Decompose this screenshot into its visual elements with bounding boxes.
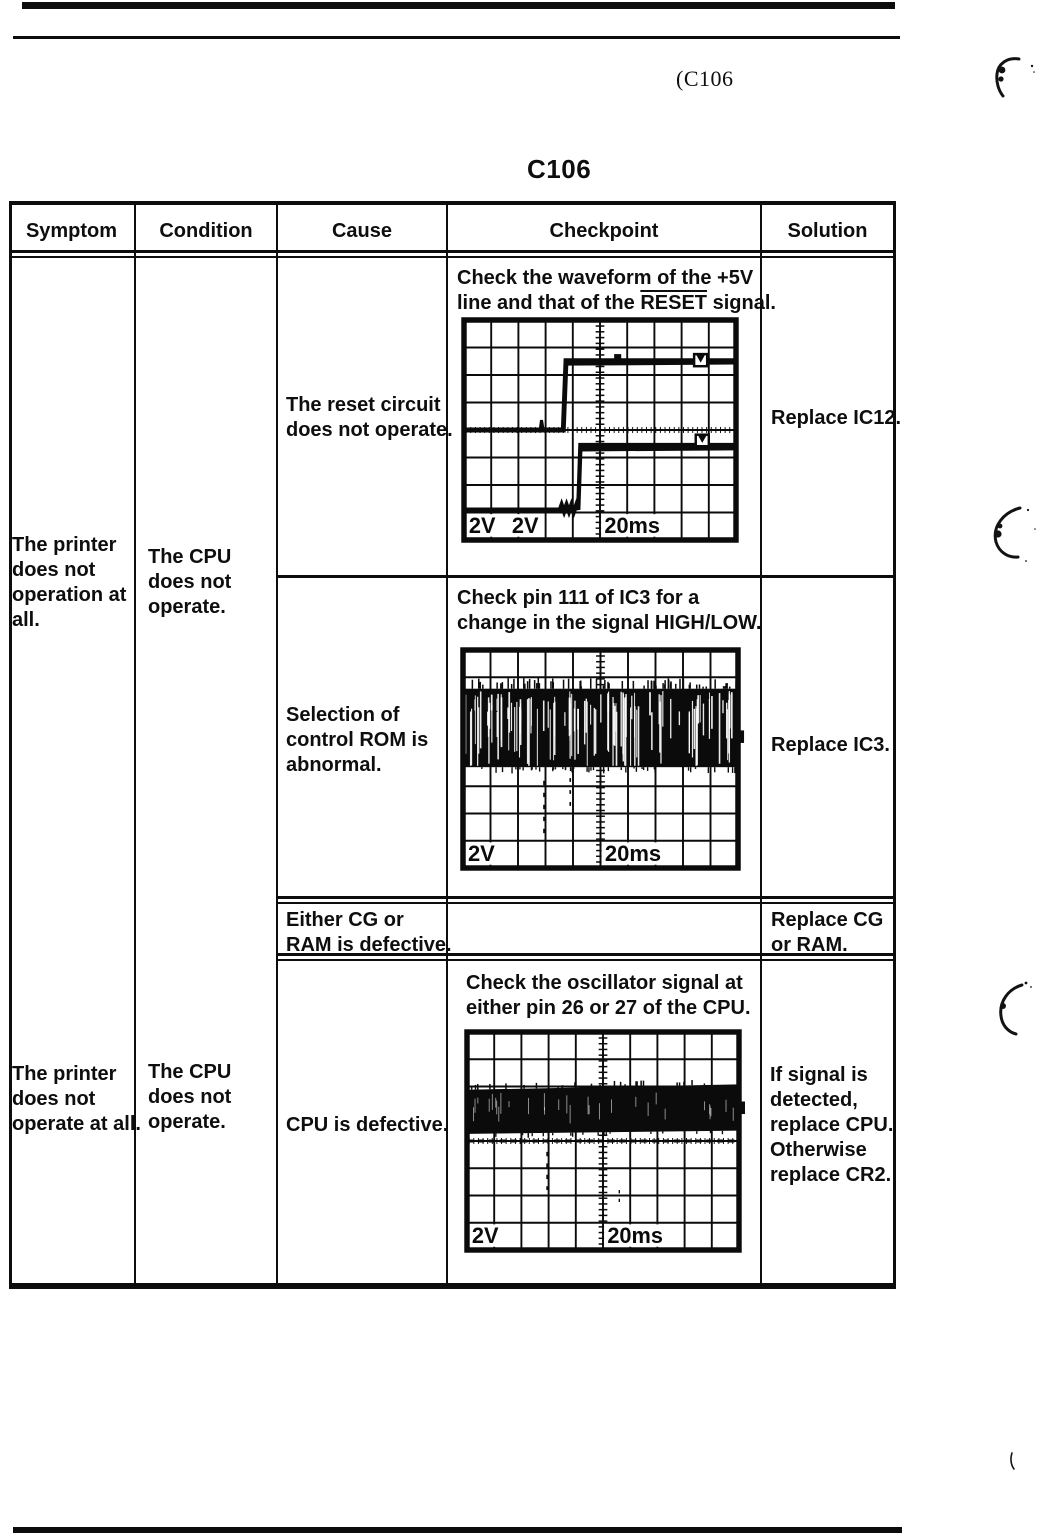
header-bottom-rule [9,250,896,258]
overlined-signal-name: RESET [640,292,708,314]
solution-row-4: If signal is detected, replace CPU. Otherwise replace CR2. [770,1064,894,1186]
symptom-block-2: The printer does not operate at all. [12,1063,141,1135]
top-rule-thin [13,36,900,39]
checkpoint-row-2-text: Check pin 111 of IC3 for a change in the signal HIGH/LOW. [457,587,762,634]
scan-artifact-top [983,52,1039,118]
checkpoint-row-1-text: Check the waveform of the +5V line and that of the RESET signal. [457,267,776,314]
svg-text:2V: 2V [468,512,496,538]
header-cause: Cause [331,220,393,242]
solution-row-2: Replace IC3. [771,734,890,756]
page-title: C106 [527,154,592,184]
oscilloscope-waveform-reset [464,320,736,540]
svg-text:20ms: 20ms [604,512,660,538]
corner-reference: (C106 [676,66,734,91]
cause-row-3: Either CG or RAM is defective. [286,909,452,956]
condition-block-1: The CPU does not operate. [148,546,232,618]
top-rule-thick [22,2,895,9]
cause-row-2: Selection of control ROM is abnormal. [286,704,429,776]
scan-artifact-speck [1004,1450,1020,1472]
svg-text:2V: 2V [471,1222,499,1248]
header-condition: Condition [159,220,253,242]
svg-text:2V: 2V [467,841,495,866]
scan-artifact-middle [978,498,1042,570]
symptom-block-1: The printer does not operation at all. [12,534,127,631]
condition-block-2: The CPU does not operate. [148,1061,232,1133]
oscilloscope-waveform-oscillator [467,1032,739,1250]
cause-row-1: The reset circuit does not operate. [286,394,453,441]
solution-row-1: Replace IC12. [771,407,902,429]
checkpoint-row-4-text: Check the oscillator signal at either pin 26 or 27 of the CPU. [466,972,751,1019]
row-sep-1 [276,575,896,578]
cause-row-4: CPU is defective. [286,1114,449,1136]
svg-text:2V: 2V [511,512,539,538]
svg-text:20ms: 20ms [607,1222,663,1248]
col-sep-condition-cause [276,205,278,1283]
solution-row-3: Replace CG or RAM. [771,909,884,956]
col-sep-checkpoint-solution [760,205,762,1283]
header-symptom: Symptom [25,220,118,242]
bottom-rule [13,1527,902,1533]
table-border-top [9,201,896,205]
header-solution: Solution [787,220,868,242]
svg-text:20ms: 20ms [604,841,662,866]
scan-artifact-lower [984,976,1042,1044]
table-border-right [893,201,896,1289]
table-border-bottom [9,1283,896,1289]
oscilloscope-waveform-rom-select [463,650,738,868]
header-checkpoint: Checkpoint [549,220,659,242]
row-sep-2 [276,896,896,904]
